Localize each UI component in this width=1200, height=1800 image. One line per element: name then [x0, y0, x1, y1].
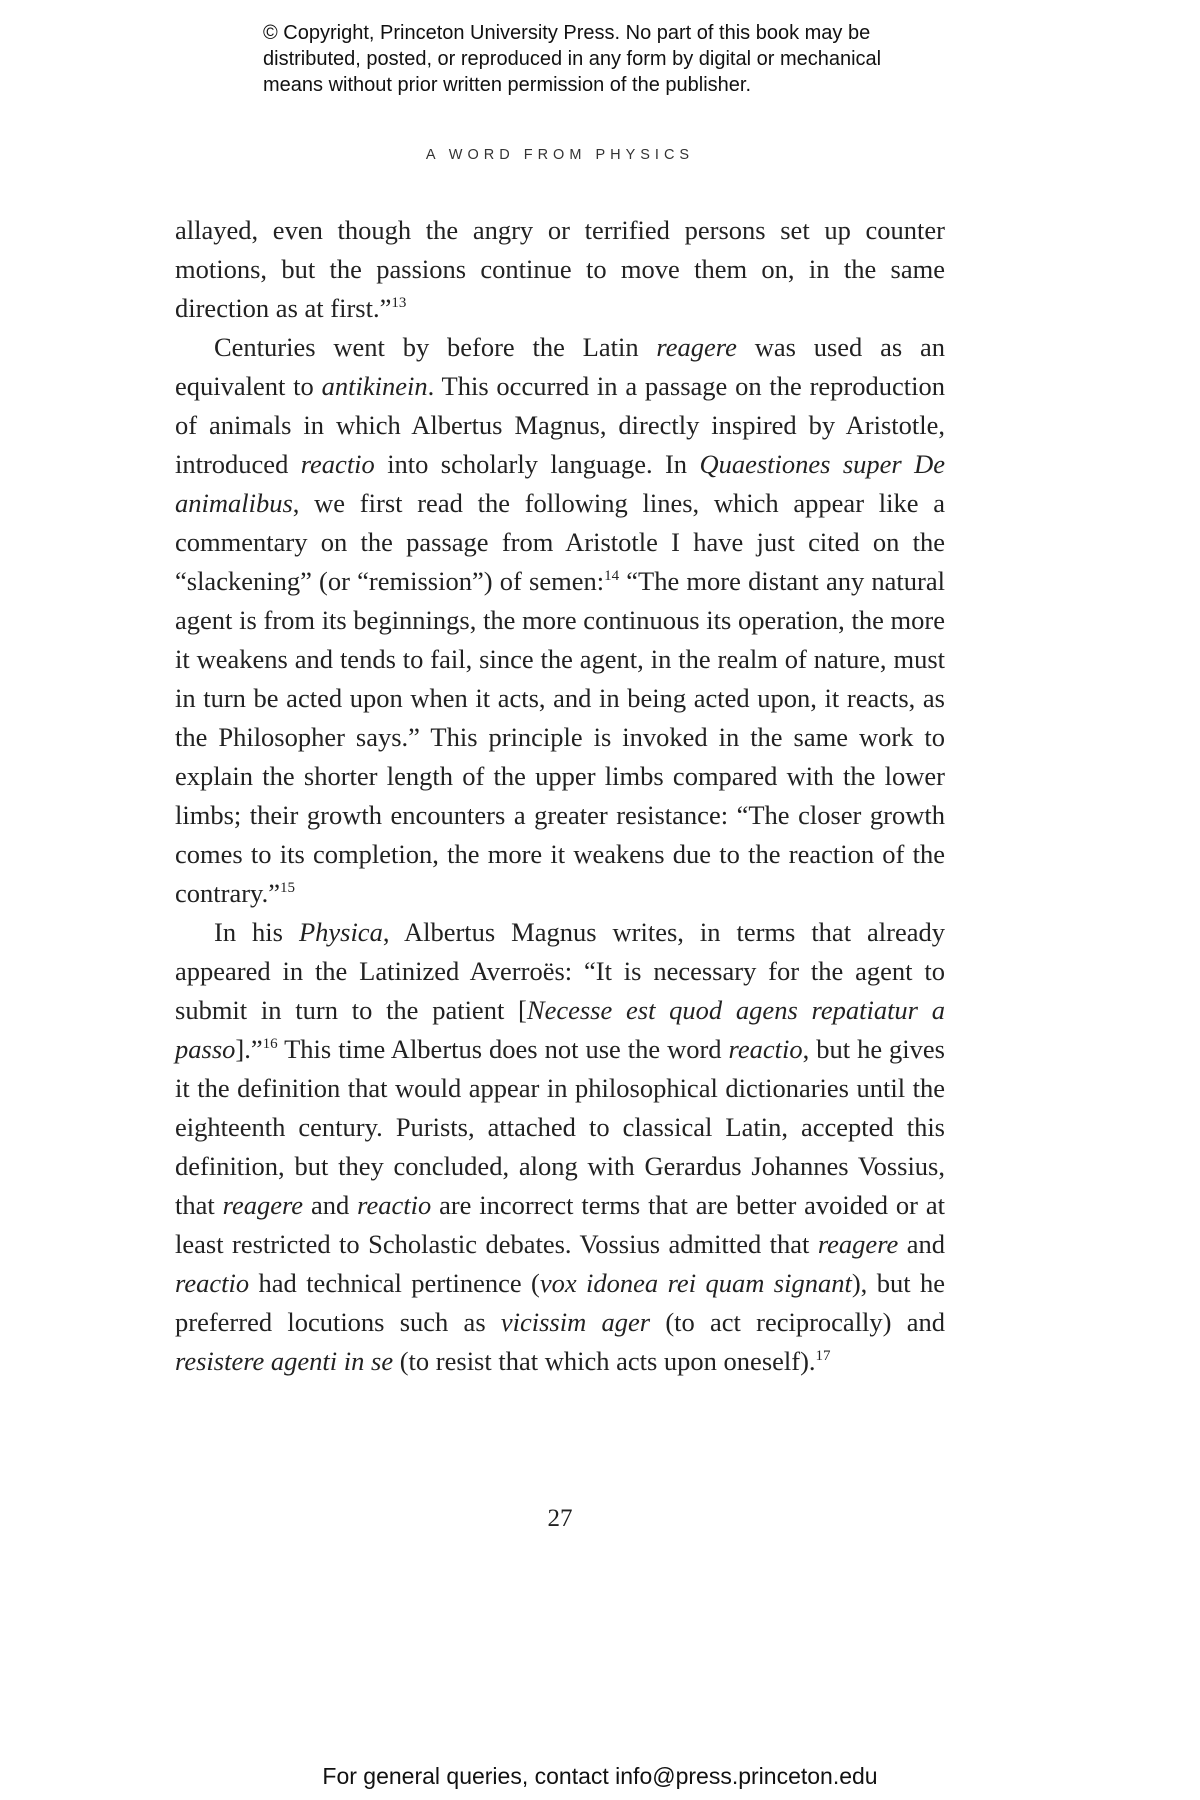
body-text [175, 211, 945, 1381]
italic-term: vicissim ager [500, 1307, 651, 1337]
italic-term: Physica [298, 917, 383, 947]
footnote-ref: 17 [815, 1348, 831, 1364]
text-run: ), but he preferred locutions such as [175, 1268, 945, 1337]
text-run: (to resist that which acts upon oneself). [393, 1346, 816, 1376]
text-run: had technical pertinence ( [249, 1268, 540, 1298]
text-run: “The more distant any natural agent is from its beginnings, the more continuous its operation, the more it weakens and tends to fail, since the agent, in the realm of nature, must in turn be acted upon when it acts, and in being acted upon, it reacts, as the Philosopher says.” This principle is invoked in the same work to explain the shorter length of the upper limbs compared with the lower limbs; their growth encounters a greater resistance: “The closer growth comes to its completion, the more it weakens due to the reaction of the contrary.” [175, 566, 945, 908]
italic-term: vox idonea rei quam signant [539, 1268, 852, 1298]
text-run: and [898, 1229, 946, 1259]
copyright-line: distributed, posted, or reproduced in any form by digital or mechanical [263, 48, 882, 70]
text-run: , Albertus Magnus writes, in terms that already appeared in the Latinized Averroës: “It is necessary for the agent to submit in turn to the patient [ [175, 917, 945, 1025]
footnote-ref: 16 [262, 1036, 278, 1052]
running-head: A WORD FROM PHYSICS [425, 147, 695, 163]
italic-term: resistere agenti in se [175, 1346, 394, 1376]
paragraph [175, 913, 945, 1381]
paragraph [175, 211, 945, 328]
text-run: and [303, 1190, 358, 1220]
italic-term: reactio [175, 1268, 250, 1298]
text-run: ].” [235, 1034, 263, 1064]
copyright-line: means without prior written permission of the publisher. [263, 74, 752, 96]
italic-term: Quaestiones super De animalibus [175, 449, 945, 518]
text-run: , we first read the following lines, which appear like a commentary on the passage from Aristotle I have just cited on the “slackening” (or “remission”) of semen: [175, 488, 945, 596]
text-run: , but he gives it the definition that would appear in philosophical dictionaries until the eighteenth century. Purists, attached to classical Latin, accepted this definition, but they concluded, along with Gerardus Johannes Vossius, that [175, 1034, 945, 1220]
italic-term: reagere [656, 332, 737, 362]
italic-term: reagere [817, 1229, 899, 1259]
text-run: (to act reciprocally) and [650, 1307, 945, 1337]
italic-term: reagere [222, 1190, 304, 1220]
text-run: are incorrect terms that are better avoided or at least restricted to Scholastic debates. Vossius admitted that [175, 1190, 945, 1259]
italic-term: reactio [300, 449, 375, 479]
text-run: . This occurred in a passage on the reproduction of animals in which Albertus Magnus, directly inspired by Aristotle, introduced [175, 371, 945, 479]
footer-contact: For general queries, contact info@press.princeton.edu [322, 1763, 878, 1789]
footnote-ref: 13 [391, 295, 407, 311]
text-run: This time Albertus does not use the word [277, 1034, 729, 1064]
footnote-ref: 14 [604, 568, 620, 584]
italic-term: Necesse est quod agens repatiatur a passo [175, 995, 946, 1064]
italic-term: reactio [728, 1034, 803, 1064]
footnote-ref: 15 [279, 880, 295, 896]
page-number: 27 [547, 1505, 573, 1532]
paragraph [175, 328, 945, 913]
italic-term: reactio [357, 1190, 432, 1220]
copyright-line: © Copyright, Princeton University Press. No part of this book may be [263, 22, 871, 44]
italic-term: antikinein [321, 371, 428, 401]
text-run: In his [214, 917, 299, 947]
copyright-notice [263, 20, 1023, 98]
text-run: Centuries went by before the Latin [214, 332, 657, 362]
text-run: into scholarly language. In [374, 449, 700, 479]
text-run: was used as an equivalent to [175, 332, 945, 401]
text-run: allayed, even though the angry or terrified persons set up counter motions, but the passions continue to move them on, in the same direction as at first.” [175, 215, 945, 323]
